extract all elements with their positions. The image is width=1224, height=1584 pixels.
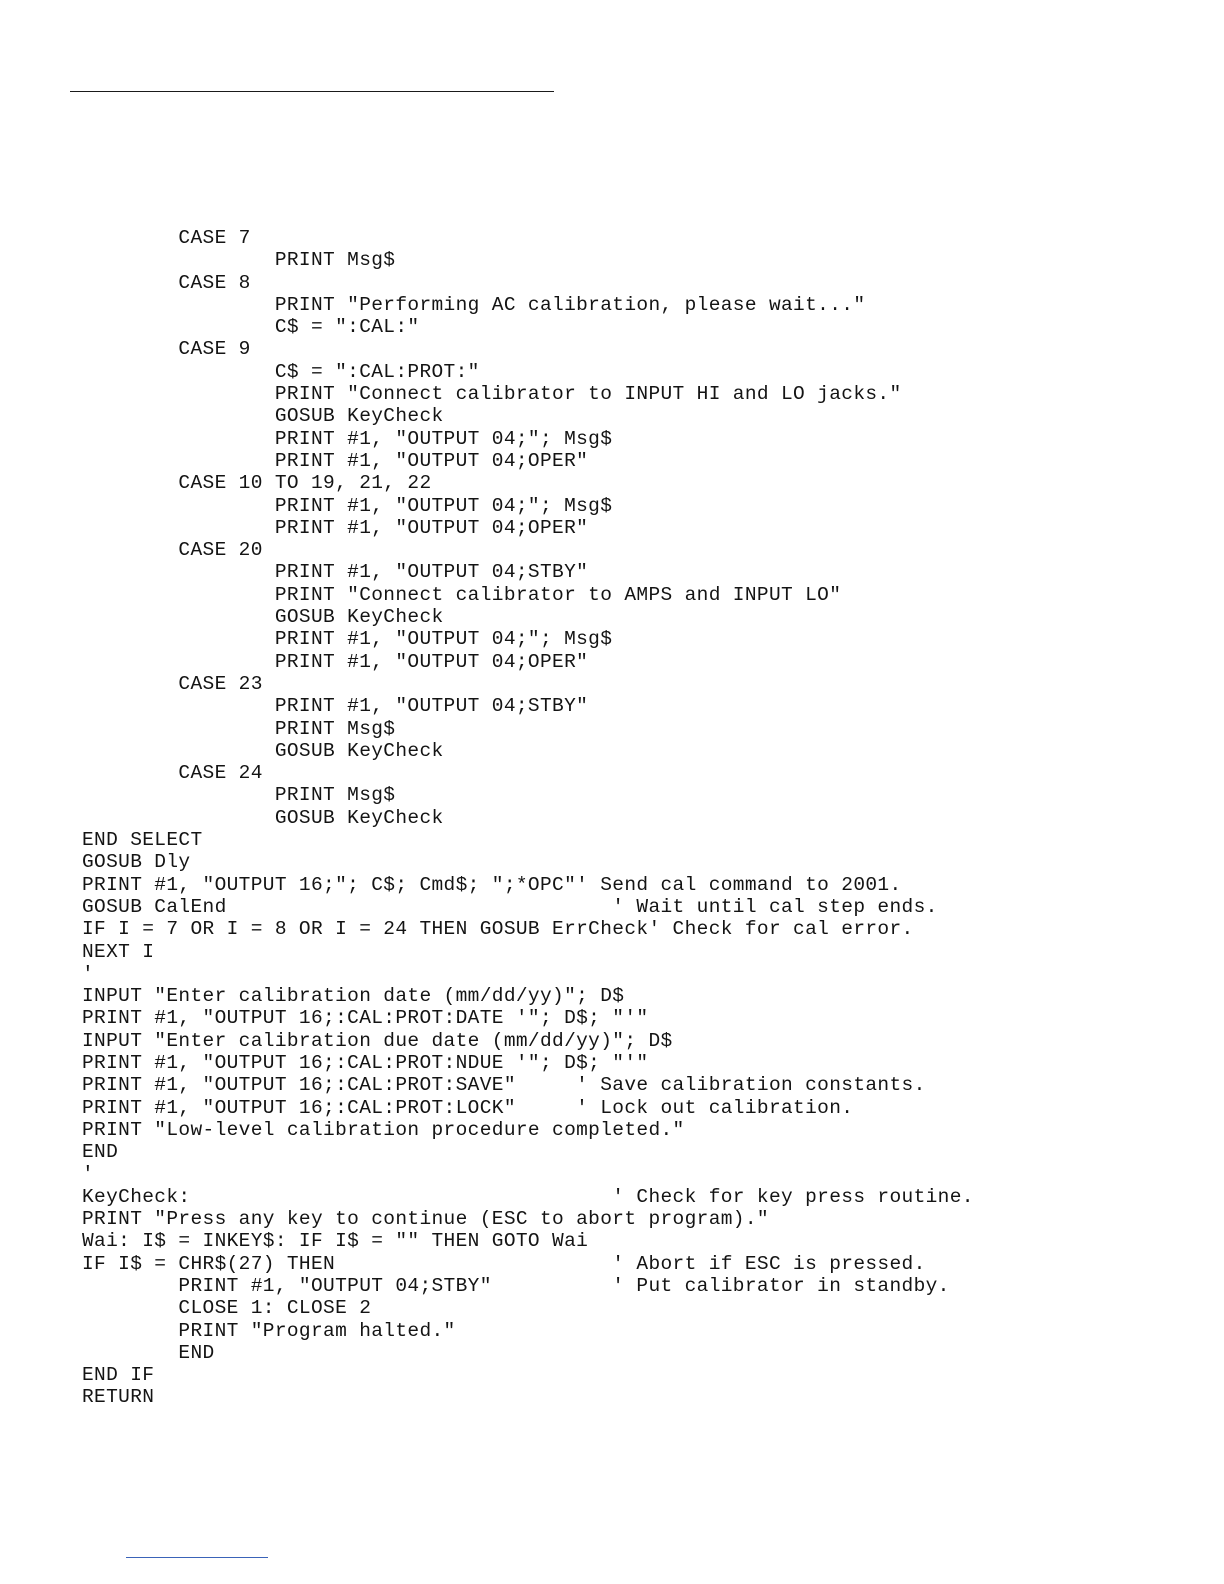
code-line: PRINT #1, "OUTPUT 04;STBY" ' Put calibrator in standby. — [82, 1274, 950, 1297]
code-line: GOSUB CalEnd ' Wait until cal step ends. — [82, 895, 938, 918]
header-rule — [70, 91, 554, 92]
code-line: PRINT #1, "OUTPUT 04;"; Msg$ — [82, 427, 613, 450]
code-line: PRINT #1, "OUTPUT 16;"; C$; Cmd$; ";*OPC"' Send cal command to 2001. — [82, 873, 902, 896]
code-line: PRINT Msg$ — [82, 784, 396, 807]
code-line: PRINT #1, "OUTPUT 16;:CAL:PROT:DATE '"; D$; "'" — [82, 1007, 649, 1030]
code-line: END — [82, 1141, 119, 1164]
code-line: PRINT #1, "OUTPUT 04;STBY" — [82, 561, 589, 584]
code-line: PRINT "Program halted." — [82, 1319, 456, 1342]
code-line: PRINT #1, "OUTPUT 04;OPER" — [82, 516, 589, 539]
code-line: PRINT "Connect calibrator to AMPS and INPUT LO" — [82, 583, 842, 606]
code-line: GOSUB KeyCheck — [82, 739, 444, 762]
code-line: KeyCheck: ' Check for key press routine. — [82, 1185, 974, 1208]
code-line: ' — [82, 1163, 95, 1186]
code-line: PRINT #1, "OUTPUT 04;OPER" — [82, 650, 589, 673]
code-line: RETURN — [82, 1386, 155, 1409]
footer-rule — [126, 1557, 268, 1558]
code-line: INPUT "Enter calibration due date (mm/dd/yy)"; D$ — [82, 1029, 673, 1052]
code-line: PRINT "Performing AC calibration, please wait..." — [82, 293, 866, 316]
code-line: CASE 9 — [82, 338, 251, 361]
code-line: END SELECT — [82, 829, 203, 852]
code-line: IF I = 7 OR I = 8 OR I = 24 THEN GOSUB ErrCheck' Check for cal error. — [82, 918, 914, 941]
code-line: PRINT #1, "OUTPUT 16;:CAL:PROT:SAVE" ' Save calibration constants. — [82, 1074, 926, 1097]
code-line: CASE 23 — [82, 672, 263, 695]
code-line: PRINT #1, "OUTPUT 04;"; Msg$ — [82, 494, 613, 517]
code-line: CASE 8 — [82, 271, 251, 294]
code-line: CASE 24 — [82, 762, 263, 785]
code-line: PRINT "Connect calibrator to INPUT HI and LO jacks." — [82, 383, 902, 406]
code-line: CLOSE 1: CLOSE 2 — [82, 1297, 372, 1320]
code-line: GOSUB KeyCheck — [82, 806, 444, 829]
code-line: NEXT I — [82, 940, 155, 963]
code-line: IF I$ = CHR$(27) THEN ' Abort if ESC is pressed. — [82, 1252, 926, 1275]
program-listing — [82, 227, 1182, 1409]
code-line: C$ = ":CAL:PROT:" — [82, 360, 480, 383]
code-line: PRINT Msg$ — [82, 249, 396, 272]
code-line: CASE 7 — [82, 227, 251, 249]
code-line: PRINT "Low-level calibration procedure completed." — [82, 1118, 685, 1141]
code-line: PRINT "Press any key to continue (ESC to abort program)." — [82, 1208, 769, 1231]
code-line: PRINT #1, "OUTPUT 04;STBY" — [82, 695, 589, 718]
code-line: END — [82, 1341, 215, 1364]
code-line: GOSUB Dly — [82, 851, 191, 874]
code-line: PRINT #1, "OUTPUT 16;:CAL:PROT:LOCK" ' Lock out calibration. — [82, 1096, 854, 1119]
code-line: PRINT #1, "OUTPUT 04;OPER" — [82, 449, 589, 472]
code-line: PRINT Msg$ — [82, 717, 396, 740]
code-line: PRINT #1, "OUTPUT 04;"; Msg$ — [82, 628, 613, 651]
code-line: GOSUB KeyCheck — [82, 606, 444, 629]
code-line: C$ = ":CAL:" — [82, 316, 420, 339]
code-line: END IF — [82, 1364, 155, 1387]
code-line: Wai: I$ = INKEY$: IF I$ = "" THEN GOTO Wai — [82, 1230, 589, 1253]
code-line: GOSUB KeyCheck — [82, 405, 444, 428]
code-line: CASE 20 — [82, 539, 263, 562]
code-line: PRINT #1, "OUTPUT 16;:CAL:PROT:NDUE '"; D$; "'" — [82, 1051, 649, 1074]
code-line: INPUT "Enter calibration date (mm/dd/yy)"; D$ — [82, 985, 625, 1008]
code-line: CASE 10 TO 19, 21, 22 — [82, 472, 432, 495]
code-line: ' — [82, 962, 95, 985]
